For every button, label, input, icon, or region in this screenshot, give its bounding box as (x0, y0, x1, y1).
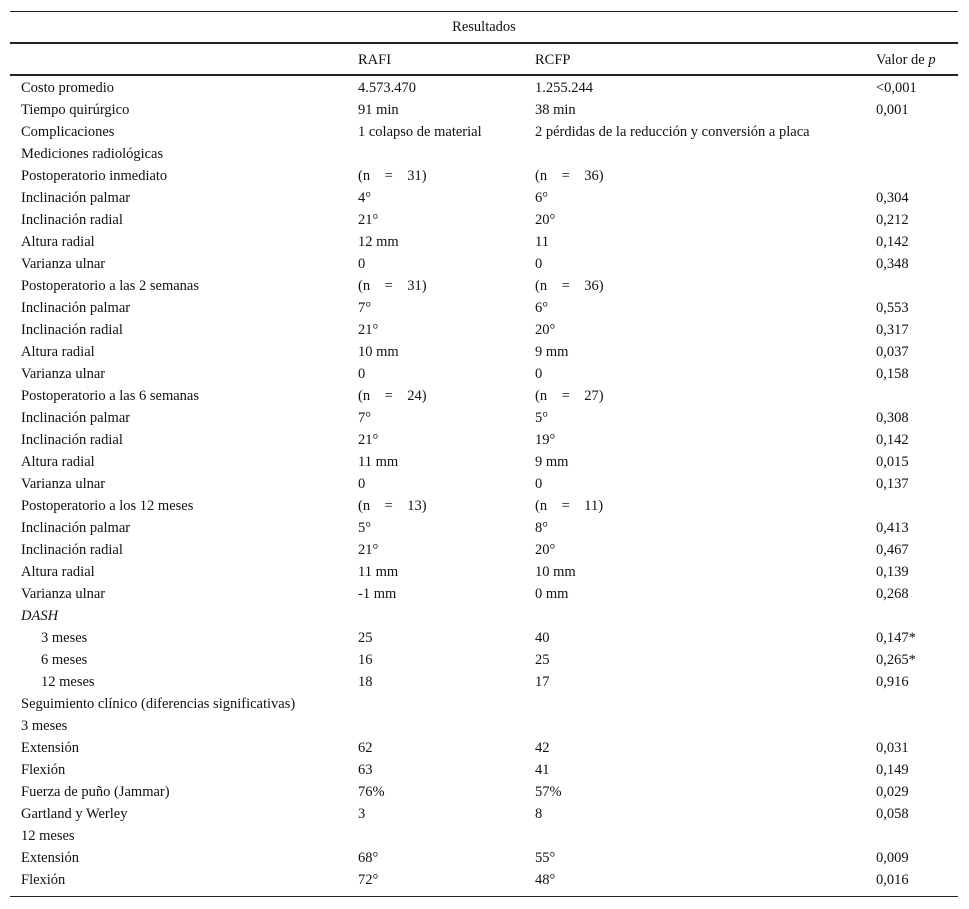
row-label: Seguimiento clínico (diferencias significativas) (21, 696, 296, 712)
header-rafi: RAFI (358, 52, 392, 68)
rcfp-value: 17 (535, 674, 550, 690)
table-header (10, 44, 958, 74)
p-value: 0,553 (876, 300, 909, 316)
row-label: Complicaciones (21, 124, 115, 140)
row-label: Varianza ulnar (21, 586, 106, 602)
p-value: 0,031 (876, 740, 909, 756)
rafi-value: 21° (358, 322, 379, 338)
rcfp-value: 11 (535, 234, 549, 250)
rcfp-value: (n = 11) (535, 498, 604, 514)
rafi-value: -1 mm (358, 586, 397, 602)
table-row (10, 715, 958, 737)
row-label: Inclinación palmar (21, 190, 131, 206)
row-label: Tiempo quirúrgico (21, 102, 130, 118)
rafi-value: 0 (358, 256, 366, 272)
row-label: Postoperatorio inmediato (21, 168, 168, 184)
table-row (10, 847, 958, 869)
rcfp-value: 20° (535, 542, 556, 558)
row-label: Postoperatorio a las 2 semanas (21, 278, 199, 294)
table-row (10, 627, 958, 649)
row-label: Altura radial (21, 564, 95, 580)
p-value: 0,137 (876, 476, 909, 492)
rafi-value: 11 mm (358, 454, 399, 470)
row-label: Extensión (21, 850, 79, 866)
rafi-value: 21° (358, 212, 379, 228)
rcfp-value: 8 (535, 806, 543, 822)
row-label: 12 meses (21, 828, 75, 844)
rcfp-value: 19° (535, 432, 556, 448)
rafi-value: 16 (358, 652, 373, 668)
table-row (10, 253, 958, 275)
row-label: Inclinación radial (21, 322, 123, 338)
p-value: 0,304 (876, 190, 909, 206)
rafi-value: 62 (358, 740, 373, 756)
p-value: 0,009 (876, 850, 909, 866)
row-label: Gartland y Werley (21, 806, 128, 822)
p-value: 0,139 (876, 564, 909, 580)
table-row (10, 275, 958, 297)
rafi-value: 5° (358, 520, 372, 536)
p-value: 0,037 (876, 344, 909, 360)
p-value: 0,058 (876, 806, 909, 822)
row-label: Altura radial (21, 344, 95, 360)
rcfp-value: 20° (535, 322, 556, 338)
rcfp-value: 0 (535, 476, 543, 492)
rcfp-value: 38 min (535, 102, 576, 118)
p-value: 0,212 (876, 212, 909, 228)
p-value: 0,158 (876, 366, 909, 382)
rcfp-value: 42 (535, 740, 550, 756)
p-value: 0,147* (876, 630, 916, 646)
table-row (10, 737, 958, 759)
table-caption: Resultados (452, 19, 516, 35)
table-row (10, 495, 958, 517)
rcfp-value: 0 mm (535, 586, 569, 602)
p-value: 0,916 (876, 674, 909, 690)
table-row (10, 385, 958, 407)
rcfp-value: (n = 27) (535, 388, 604, 404)
rafi-value: 25 (358, 630, 373, 646)
table-row (10, 803, 958, 825)
row-label: Varianza ulnar (21, 476, 106, 492)
table-row (10, 869, 958, 891)
rcfp-value: 55° (535, 850, 556, 866)
rafi-value: 1 colapso de material (358, 124, 482, 140)
rcfp-value: 20° (535, 212, 556, 228)
table-row (10, 605, 958, 627)
rafi-value: 76% (358, 784, 385, 800)
table-row (10, 825, 958, 847)
rcfp-value: 0 (535, 256, 543, 272)
table-row (10, 143, 958, 165)
table-row (10, 209, 958, 231)
rafi-value: 4° (358, 190, 372, 206)
table-row (10, 231, 958, 253)
p-value: 0,149 (876, 762, 909, 778)
table-row (10, 341, 958, 363)
rafi-value: 7° (358, 410, 372, 426)
row-label: Inclinación palmar (21, 300, 131, 316)
p-value: <0,001 (876, 80, 917, 96)
rcfp-value: 0 (535, 366, 543, 382)
rcfp-value: 9 mm (535, 344, 569, 360)
p-value: 0,142 (876, 432, 909, 448)
rafi-value: (n = 24) (358, 388, 427, 404)
rafi-value: (n = 13) (358, 498, 427, 514)
table-row (10, 77, 958, 99)
p-value: 0,308 (876, 410, 909, 426)
table-row (10, 693, 958, 715)
p-value: 0,015 (876, 454, 909, 470)
row-label: 6 meses (41, 652, 88, 668)
rcfp-value: 8° (535, 520, 549, 536)
rafi-value: 91 min (358, 102, 399, 118)
p-value: 0,142 (876, 234, 909, 250)
table-row (10, 297, 958, 319)
bottom-rule (10, 896, 958, 897)
p-value: 0,265* (876, 652, 916, 668)
rcfp-value: 9 mm (535, 454, 569, 470)
rafi-value: 21° (358, 432, 379, 448)
rafi-value: 10 mm (358, 344, 399, 360)
rafi-value: (n = 31) (358, 278, 427, 294)
table-row (10, 363, 958, 385)
row-label: Inclinación palmar (21, 520, 131, 536)
row-label: Mediciones radiológicas (21, 146, 164, 162)
rcfp-value: 57% (535, 784, 562, 800)
rafi-value: 12 mm (358, 234, 399, 250)
row-label: Postoperatorio a las 6 semanas (21, 388, 199, 404)
header-rcfp: RCFP (535, 52, 571, 68)
rcfp-value: 6° (535, 300, 549, 316)
table-row (10, 473, 958, 495)
rcfp-value: (n = 36) (535, 278, 604, 294)
rafi-value: 0 (358, 366, 366, 382)
header-p-text: Valor de (876, 52, 929, 68)
row-label: Inclinación radial (21, 542, 123, 558)
rcfp-value: 1.255.244 (535, 80, 593, 96)
table-row (10, 539, 958, 561)
row-label: Costo promedio (21, 80, 115, 96)
rcfp-value: 2 pérdidas de la reducción y conversión a placa (535, 124, 810, 140)
rafi-value: 7° (358, 300, 372, 316)
p-value: 0,268 (876, 586, 909, 602)
header-p-italic: p (928, 52, 936, 68)
results-table (10, 11, 958, 897)
p-value: 0,348 (876, 256, 909, 272)
rafi-value: 72° (358, 872, 379, 888)
table-row (10, 187, 958, 209)
table-row (10, 759, 958, 781)
rafi-value: 18 (358, 674, 373, 690)
rcfp-value: 6° (535, 190, 549, 206)
table-row (10, 451, 958, 473)
p-value: 0,016 (876, 872, 909, 888)
rcfp-value: 41 (535, 762, 550, 778)
row-label: Fuerza de puño (Jammar) (21, 784, 170, 800)
rcfp-value: 10 mm (535, 564, 576, 580)
rcfp-value: (n = 36) (535, 168, 604, 184)
row-label: Inclinación palmar (21, 410, 131, 426)
rcfp-value: 25 (535, 652, 550, 668)
table-row (10, 165, 958, 187)
rafi-value: 4.573.470 (358, 80, 416, 96)
table-row (10, 781, 958, 803)
rcfp-value: 5° (535, 410, 549, 426)
table-row (10, 671, 958, 693)
p-value: 0,029 (876, 784, 909, 800)
rafi-value: 21° (358, 542, 379, 558)
rafi-value: 68° (358, 850, 379, 866)
rafi-value: 0 (358, 476, 366, 492)
header-p-value (876, 44, 936, 76)
p-value: 0,317 (876, 322, 909, 338)
table-row (10, 319, 958, 341)
rafi-value: 63 (358, 762, 373, 778)
row-label: Altura radial (21, 454, 95, 470)
p-value: 0,413 (876, 520, 909, 536)
row-label: Flexión (21, 762, 66, 778)
row-label: Flexión (21, 872, 66, 888)
p-value: 0,467 (876, 542, 909, 558)
table-row (10, 99, 958, 121)
row-label: Extensión (21, 740, 79, 756)
table-row (10, 583, 958, 605)
row-label: DASH (21, 608, 59, 624)
row-label: Postoperatorio a los 12 meses (21, 498, 194, 514)
row-label: 12 meses (41, 674, 95, 690)
row-label: Varianza ulnar (21, 366, 106, 382)
row-label: 3 meses (21, 718, 68, 734)
row-label: Inclinación radial (21, 432, 123, 448)
row-label: Varianza ulnar (21, 256, 106, 272)
rcfp-value: 40 (535, 630, 550, 646)
table-body (10, 76, 958, 896)
rafi-value: (n = 31) (358, 168, 427, 184)
rafi-value: 3 (358, 806, 366, 822)
table-row (10, 561, 958, 583)
rcfp-value: 48° (535, 872, 556, 888)
table-row (10, 429, 958, 451)
row-label: Altura radial (21, 234, 95, 250)
table-row (10, 649, 958, 671)
row-label: Inclinación radial (21, 212, 123, 228)
table-row (10, 517, 958, 539)
table-row (10, 407, 958, 429)
row-label: 3 meses (41, 630, 88, 646)
table-row (10, 121, 958, 143)
rafi-value: 11 mm (358, 564, 399, 580)
p-value: 0,001 (876, 102, 909, 118)
